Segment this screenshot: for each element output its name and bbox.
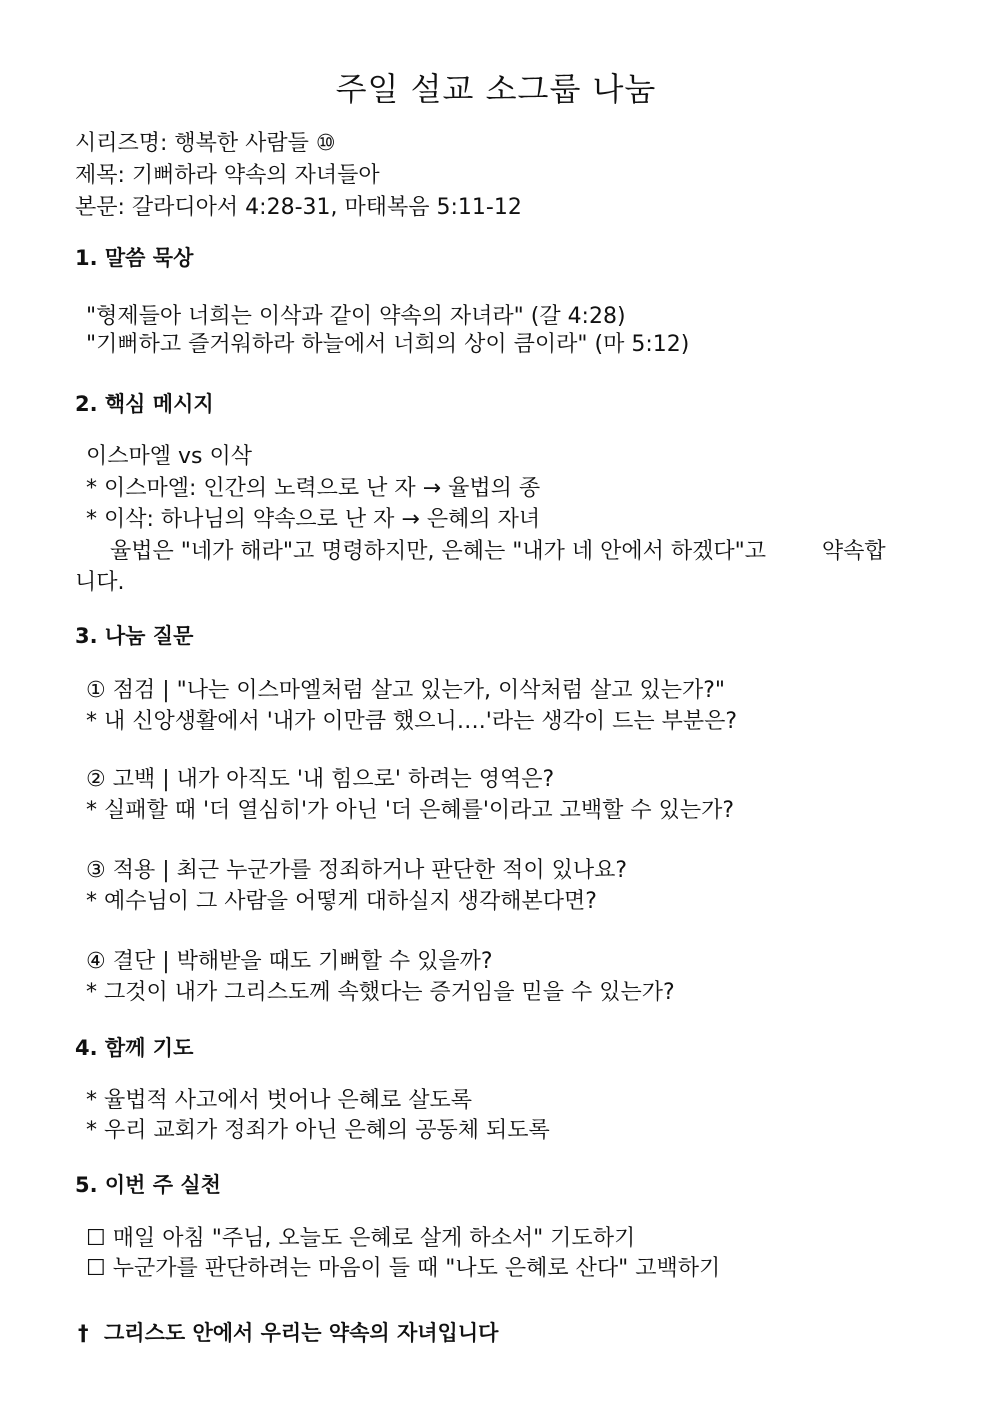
question-line: ② 고백 | 내가 아직도 '내 힘으로' 하려는 영역은? (86, 767, 555, 792)
question-detail-line: * 실패할 때 '더 열심히'가 아닌 '더 은혜를'이라고 고백할 수 있는가? (86, 798, 735, 823)
verse-line: "형제들아 너희는 이삭과 같이 약속의 자녀라" (갈 4:28) (86, 304, 626, 329)
question-line: ③ 적용 | 최근 누군가를 정죄하거나 판단한 적이 있나요? (86, 858, 628, 883)
section-heading-practice: 5. 이번 주 실천 (75, 1173, 221, 1197)
section-heading-questions: 3. 나눔 질문 (75, 624, 194, 648)
question-line: ④ 결단 | 박해받을 때도 기뻐할 수 있을까? (86, 949, 493, 974)
practice-checkbox-line: ☐ 매일 아침 "주님, 오늘도 은혜로 살게 하소서" 기도하기 (86, 1226, 636, 1251)
message-line: 율법은 "네가 해라"고 명령하지만, 은혜는 "내가 네 안에서 하겠다"고 약속합 (110, 539, 886, 564)
practice-checkbox-line: ☐ 누군가를 판단하려는 마음이 들 때 "나도 은혜로 산다" 고백하기 (86, 1256, 721, 1281)
section-heading-meditation: 1. 말씀 묵상 (75, 246, 194, 270)
closing-statement (78, 1318, 498, 1348)
prayer-line: * 율법적 사고에서 벗어나 은혜로 살도록 (86, 1088, 472, 1113)
closing-text: 그리스도 안에서 우리는 약속의 자녀입니다 (104, 1321, 499, 1345)
series-line: 시리즈명: 행복한 사람들 ⑩ (75, 131, 336, 156)
scripture-line: 본문: 갈라디아서 4:28-31, 마태복음 5:11-12 (75, 195, 522, 220)
message-line: * 이삭: 하나님의 약속으로 난 자 → 은혜의 자녀 (86, 507, 541, 532)
question-detail-line: * 예수님이 그 사람을 어떻게 대하실지 생각해본다면? (86, 889, 597, 914)
question-detail-line: * 내 신앙생활에서 '내가 이만큼 했으니….'라는 생각이 드는 부분은? (86, 709, 738, 734)
section-heading-core-message: 2. 핵심 메시지 (75, 392, 214, 416)
question-detail-line: * 그것이 내가 그리스도께 속했다는 증거임을 믿을 수 있는가? (86, 980, 675, 1005)
prayer-line: * 우리 교회가 정죄가 아닌 은혜의 공동체 되도록 (86, 1118, 550, 1143)
page-title: 주일 설교 소그룹 나눔 (335, 70, 657, 108)
message-line: 니다. (75, 570, 125, 595)
message-line: 이스마엘 vs 이삭 (86, 444, 252, 469)
question-line: ① 점검 | "나는 이스마엘처럼 살고 있는가, 이삭처럼 살고 있는가?" (86, 678, 726, 703)
verse-line: "기뻐하고 즐거워하라 하늘에서 너희의 상이 큼이라" (마 5:12) (86, 332, 690, 357)
message-line: * 이스마엘: 인간의 노력으로 난 자 → 율법의 종 (86, 476, 541, 501)
cross-icon: † (78, 1321, 89, 1345)
subject-line: 제목: 기뻐하라 약속의 자녀들아 (75, 163, 380, 188)
section-heading-prayer: 4. 함께 기도 (75, 1036, 194, 1060)
